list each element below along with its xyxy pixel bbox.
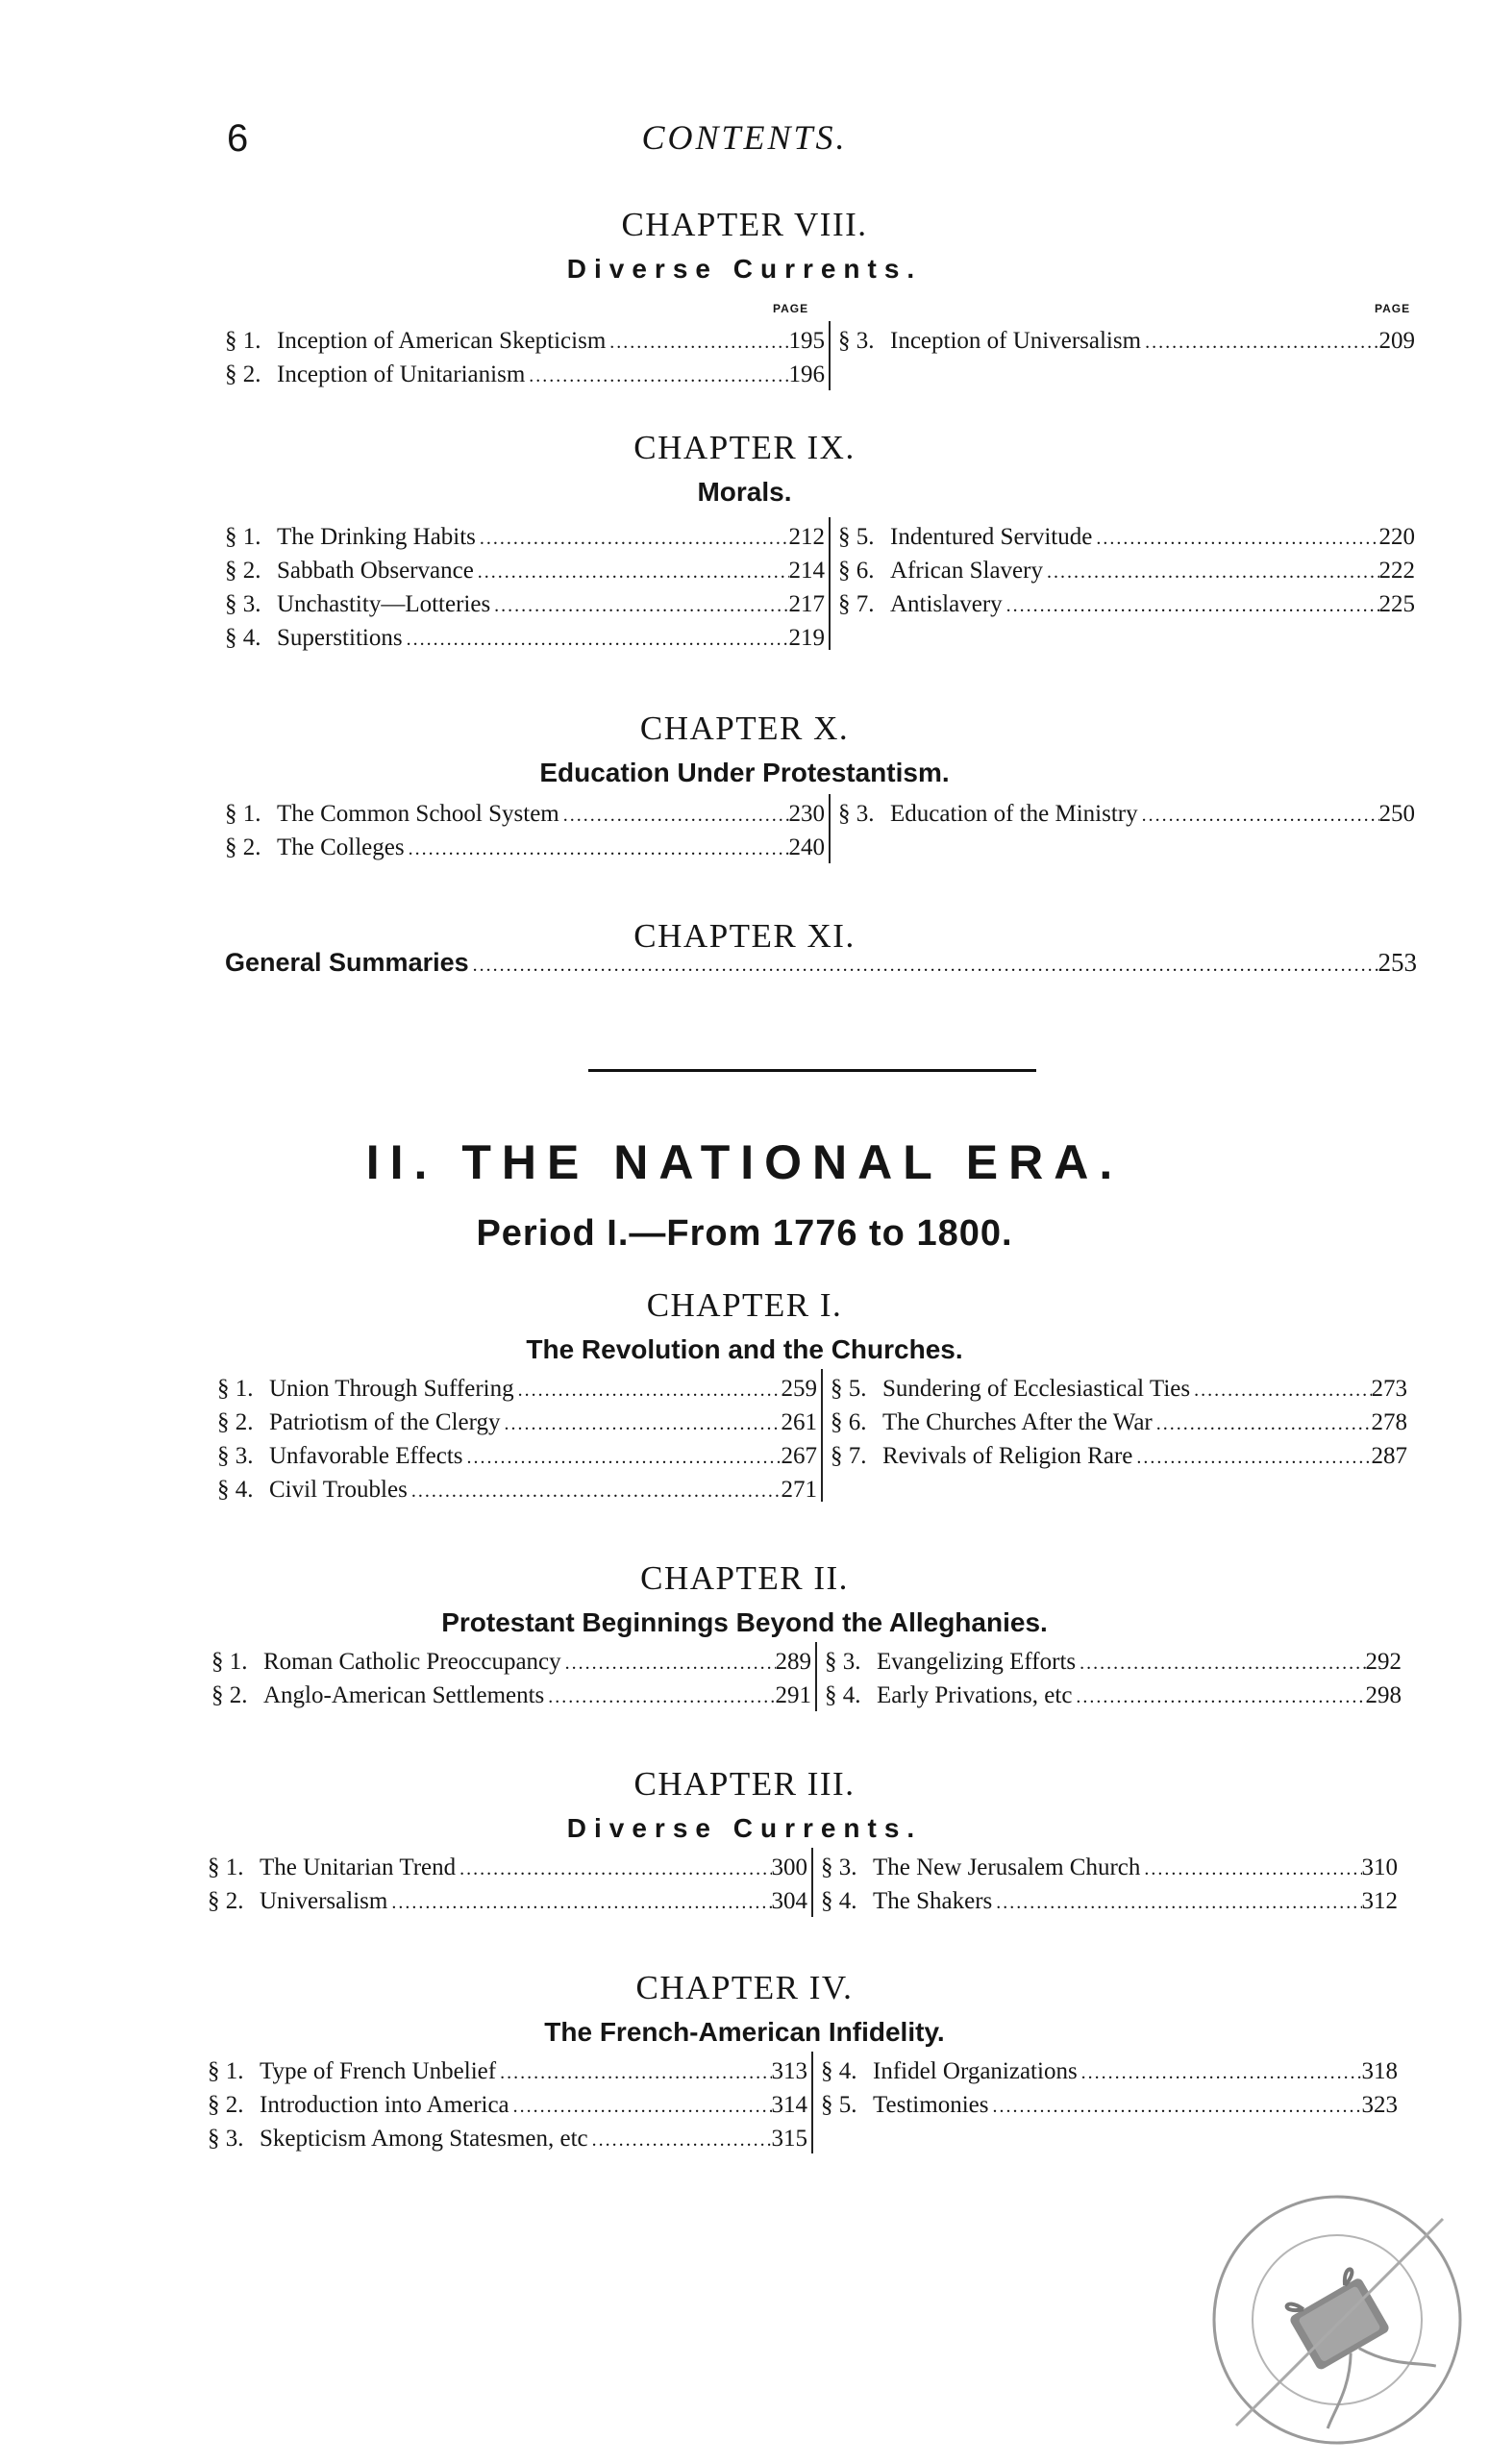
section-number: § 4. <box>821 2058 857 2084</box>
section-number: § 3. <box>838 328 875 354</box>
entry-text: African Slavery <box>890 558 1043 584</box>
entry-page: 300 <box>771 1854 807 1880</box>
toc-entry[interactable] <box>838 798 1415 832</box>
toc-entry[interactable] <box>225 798 825 832</box>
leader-dots <box>463 1442 782 1474</box>
leader-dots <box>992 1887 1361 1919</box>
section-number: § 5. <box>831 1376 867 1402</box>
chapter-title: Protestant Beginnings Beyond the Alleghanies. <box>441 1607 1048 1637</box>
entry-page: 219 <box>788 625 825 651</box>
section-number: § 3. <box>208 2126 244 2152</box>
period-title: Period I.—From 1776 to 1800. <box>476 1213 1013 1254</box>
entry-text: The Common School System <box>277 801 559 827</box>
toc-entry[interactable] <box>208 2123 807 2156</box>
entry-text: Patriotism of the Clergy <box>269 1409 501 1435</box>
leader-dots <box>474 557 789 588</box>
entry-page: 315 <box>771 2126 807 2152</box>
leader-dots <box>509 2091 772 2123</box>
chapter-title: The Revolution and the Churches. <box>526 1334 963 1364</box>
entry-text: Unfavorable Effects <box>269 1443 463 1469</box>
leader-dots <box>1132 1442 1371 1474</box>
toc-entry[interactable] <box>825 1646 1402 1680</box>
running-title: CONTENTS. <box>641 118 848 157</box>
chapter-heading: CHAPTER IX. <box>633 429 856 466</box>
leader-dots <box>1043 557 1379 588</box>
section-number: § 2. <box>225 834 261 860</box>
section-number: § 1. <box>208 2058 244 2084</box>
leader-dots <box>501 1408 782 1440</box>
leader-dots <box>561 1648 776 1680</box>
entry-page: 292 <box>1365 1649 1402 1675</box>
toc-entry[interactable] <box>211 1680 811 1713</box>
section-number: § 6. <box>831 1409 867 1435</box>
toc-entry[interactable] <box>217 1474 817 1507</box>
entries-right <box>838 325 1415 359</box>
entry-text: Evangelizing Efforts <box>877 1649 1077 1675</box>
entry-page: 312 <box>1361 1888 1398 1914</box>
chapter-ii <box>0 1557 1489 1642</box>
toc-entry[interactable] <box>838 325 1415 359</box>
entry-text: Introduction into America <box>260 2092 509 2118</box>
chapter-title: Education Under Protestantism. <box>539 758 950 787</box>
entry-text: Universalism <box>260 1888 388 1914</box>
entry-page: 220 <box>1378 524 1415 550</box>
entry-text: The Shakers <box>873 1888 993 1914</box>
entry-page: 261 <box>781 1409 817 1435</box>
leader-dots <box>476 523 789 555</box>
section-number: § 3. <box>217 1443 254 1469</box>
leader-dots <box>1141 327 1378 359</box>
entry-text: Sabbath Observance <box>277 558 474 584</box>
entry-page: 314 <box>771 2092 807 2118</box>
leader-dots <box>1138 800 1379 832</box>
section-number: § 1. <box>208 1854 244 1880</box>
toc-entry[interactable] <box>225 947 1417 982</box>
entry-text: Testimonies <box>873 2092 989 2118</box>
chapter-title: Diverse Currents. <box>566 254 923 284</box>
section-number: § 6. <box>838 558 875 584</box>
leader-dots <box>403 624 789 656</box>
entry-text: Superstitions <box>277 625 403 651</box>
toc-entry[interactable] <box>821 1885 1398 1919</box>
entry-page: 273 <box>1371 1376 1407 1402</box>
entry-page: 291 <box>775 1682 811 1708</box>
entry-text: Indentured Servitude <box>890 524 1093 550</box>
chapter-iii <box>0 1763 1489 1848</box>
leader-dots <box>1076 1648 1365 1680</box>
entries-right <box>825 1646 1402 1713</box>
section-number: § 4. <box>225 625 261 651</box>
page-number: 6 <box>227 117 249 160</box>
section-number: § 3. <box>838 801 875 827</box>
toc-entry[interactable] <box>831 1373 1407 1406</box>
section-number: § 1. <box>217 1376 254 1402</box>
leader-dots <box>1072 1681 1365 1713</box>
toc-entry[interactable] <box>838 555 1415 588</box>
chapter-title: Morals. <box>697 477 792 507</box>
leader-dots <box>1003 590 1379 622</box>
toc-entry[interactable] <box>211 1646 811 1680</box>
leader-dots <box>490 590 788 622</box>
chapter-heading: CHAPTER X. <box>639 709 850 747</box>
entry-page: 313 <box>771 2058 807 2084</box>
entry-page: 195 <box>788 328 825 354</box>
section-number: § 2. <box>217 1409 254 1435</box>
section-number: § 3. <box>225 591 261 617</box>
chapter-heading: CHAPTER IV. <box>635 1969 854 2006</box>
toc-entry[interactable] <box>225 521 825 555</box>
toc-entry[interactable] <box>225 588 825 622</box>
leader-dots <box>408 1476 782 1507</box>
entry-text: The Churches After the War <box>882 1409 1153 1435</box>
column-divider <box>811 1848 813 1917</box>
toc-entry[interactable] <box>838 521 1415 555</box>
entries-right <box>838 521 1415 622</box>
entry-page: 196 <box>788 361 825 387</box>
entry-page: 267 <box>781 1443 817 1469</box>
chapter-title: Diverse Currents. <box>566 1813 923 1843</box>
entries-left <box>208 1852 807 1919</box>
section-number: § 3. <box>825 1649 861 1675</box>
entry-text: Inception of American Skepticism <box>277 328 607 354</box>
entries-right <box>821 2055 1398 2123</box>
toc-entry[interactable] <box>825 1680 1402 1713</box>
leader-dots <box>588 2125 772 2156</box>
toc-entry[interactable] <box>821 1852 1398 1885</box>
leader-dots <box>544 1681 775 1713</box>
entry-page: 271 <box>781 1477 817 1503</box>
entry-text: Civil Troubles <box>269 1477 408 1503</box>
entry-page: 250 <box>1378 801 1415 827</box>
chapter-heading: CHAPTER VIII. <box>621 206 868 243</box>
toc-entry[interactable] <box>831 1440 1407 1474</box>
entry-page: 287 <box>1371 1443 1407 1469</box>
entry-page: 289 <box>775 1649 811 1675</box>
section-number: § 2. <box>225 558 261 584</box>
entry-text: Union Through Suffering <box>269 1376 514 1402</box>
toc-entry[interactable] <box>225 359 825 392</box>
leader-dots <box>405 834 789 865</box>
leader-dots <box>1153 1408 1372 1440</box>
stamp-logo-icon <box>1198 2180 1477 2459</box>
entry-text: Anglo-American Settlements <box>263 1682 545 1708</box>
leader-dots <box>1190 1375 1371 1406</box>
section-rule <box>588 1069 1036 1072</box>
entries-right <box>821 1852 1398 1919</box>
toc-entry[interactable] <box>225 832 825 865</box>
entry-page: 225 <box>1378 591 1415 617</box>
toc-entry[interactable] <box>217 1406 817 1440</box>
section-number: § 2. <box>208 2092 244 2118</box>
entry-text: Education of the Ministry <box>890 801 1138 827</box>
toc-entry[interactable] <box>217 1373 817 1406</box>
column-divider <box>829 794 831 863</box>
entry-text: Type of French Unbelief <box>260 2058 497 2084</box>
entries-left <box>225 325 825 392</box>
entry-text: Early Privations, etc <box>877 1682 1073 1708</box>
column-divider <box>829 321 831 390</box>
column-divider <box>821 1369 823 1502</box>
section-number: § 7. <box>838 591 875 617</box>
toc-entry[interactable] <box>217 1440 817 1474</box>
leader-dots <box>456 1854 771 1885</box>
entry-page: 310 <box>1361 1854 1398 1880</box>
column-divider <box>829 517 831 650</box>
entry-text: Infidel Organizations <box>873 2058 1078 2084</box>
leader-dots <box>387 1887 771 1919</box>
section-number: § 3. <box>821 1854 857 1880</box>
leader-dots <box>1140 1854 1361 1885</box>
page-column-header: PAGE <box>1375 302 1411 315</box>
entries-left <box>211 1646 811 1713</box>
entry-text: Inception of Universalism <box>890 328 1142 354</box>
section-number: § 1. <box>225 328 261 354</box>
leader-dots <box>496 2057 771 2089</box>
entry-page: 304 <box>771 1888 807 1914</box>
section-number: § 5. <box>838 524 875 550</box>
chapter-iv <box>0 1967 1489 2052</box>
entry-text: Revivals of Religion Rare <box>882 1443 1133 1469</box>
entry-text: Unchastity—Lotteries <box>277 591 491 617</box>
toc-entry[interactable] <box>208 2089 807 2123</box>
section-number: § 4. <box>217 1477 254 1503</box>
chapter-heading: CHAPTER XI. <box>633 917 856 955</box>
leader-dots <box>559 800 789 832</box>
chapter-ix <box>0 427 1489 511</box>
entry-page: 298 <box>1365 1682 1402 1708</box>
entry-text: The Drinking Habits <box>277 524 476 550</box>
entry-page: 278 <box>1371 1409 1407 1435</box>
section-number: § 1. <box>211 1649 248 1675</box>
section-number: § 2. <box>208 1888 244 1914</box>
toc-entry[interactable] <box>225 555 825 588</box>
entry-page: 318 <box>1361 2058 1398 2084</box>
entry-page: 217 <box>788 591 825 617</box>
entry-page: 240 <box>788 834 825 860</box>
leader-dots <box>1092 523 1378 555</box>
toc-entry[interactable] <box>821 2055 1398 2089</box>
leader-dots <box>606 327 788 359</box>
toc-entry[interactable] <box>208 2055 807 2089</box>
column-divider <box>811 2052 813 2153</box>
section-number: § 7. <box>831 1443 867 1469</box>
entries-left <box>225 798 825 865</box>
leader-dots <box>525 361 788 392</box>
toc-entry[interactable] <box>831 1406 1407 1440</box>
entry-page: 230 <box>788 801 825 827</box>
watermark-stamp <box>1198 2180 1477 2459</box>
general-summaries-entry <box>225 947 1417 982</box>
column-divider <box>815 1642 817 1711</box>
entry-page: 222 <box>1378 558 1415 584</box>
entry-text: Inception of Unitarianism <box>277 361 526 387</box>
entries-right <box>838 798 1415 832</box>
section-number: § 2. <box>211 1682 248 1708</box>
entry-text: Sundering of Ecclesiastical Ties <box>882 1376 1191 1402</box>
chapter-heading: CHAPTER I. <box>646 1286 843 1324</box>
entry-text: Skepticism Among Statesmen, etc <box>260 2126 588 2152</box>
toc-entry[interactable] <box>838 588 1415 622</box>
toc-entry[interactable] <box>225 325 825 359</box>
chapter-i <box>0 1284 1489 1369</box>
toc-entry[interactable] <box>208 1885 807 1919</box>
section-number: § 5. <box>821 2092 857 2118</box>
toc-entry[interactable] <box>208 1852 807 1885</box>
page-column-header: PAGE <box>773 302 809 315</box>
leader-dots <box>469 950 1378 982</box>
entry-text: General Summaries <box>225 948 469 977</box>
entry-page: 214 <box>788 558 825 584</box>
chapter-title: The French-American Infidelity. <box>544 2017 945 2047</box>
section-number: § 1. <box>225 801 261 827</box>
chapter-heading: CHAPTER II. <box>640 1559 849 1597</box>
entries-right <box>831 1373 1407 1474</box>
entry-page: 212 <box>788 524 825 550</box>
entry-page: 323 <box>1361 2092 1398 2118</box>
entry-text: Roman Catholic Preoccupancy <box>263 1649 561 1675</box>
leader-dots <box>514 1375 782 1406</box>
chapter-x <box>0 708 1489 792</box>
entries-left <box>208 2055 807 2156</box>
entry-text: Antislavery <box>890 591 1003 617</box>
entry-page: 259 <box>781 1376 817 1402</box>
entries-left <box>225 521 825 656</box>
toc-entry[interactable] <box>225 622 825 656</box>
leader-dots <box>988 2091 1361 2123</box>
entry-page: 253 <box>1377 948 1417 977</box>
chapter-heading: CHAPTER III. <box>633 1765 856 1803</box>
part-title: II. THE NATIONAL ERA. <box>365 1135 1124 1189</box>
leader-dots <box>1078 2057 1362 2089</box>
section-number: § 4. <box>821 1888 857 1914</box>
entry-text: The Colleges <box>277 834 405 860</box>
section-number: § 4. <box>825 1682 861 1708</box>
chapter-viii <box>0 204 1489 288</box>
entry-text: The New Jerusalem Church <box>873 1854 1141 1880</box>
section-number: § 1. <box>225 524 261 550</box>
entries-left <box>217 1373 817 1507</box>
entry-page: 209 <box>1378 328 1415 354</box>
section-number: § 2. <box>225 361 261 387</box>
entry-text: The Unitarian Trend <box>260 1854 457 1880</box>
toc-entry[interactable] <box>821 2089 1398 2123</box>
